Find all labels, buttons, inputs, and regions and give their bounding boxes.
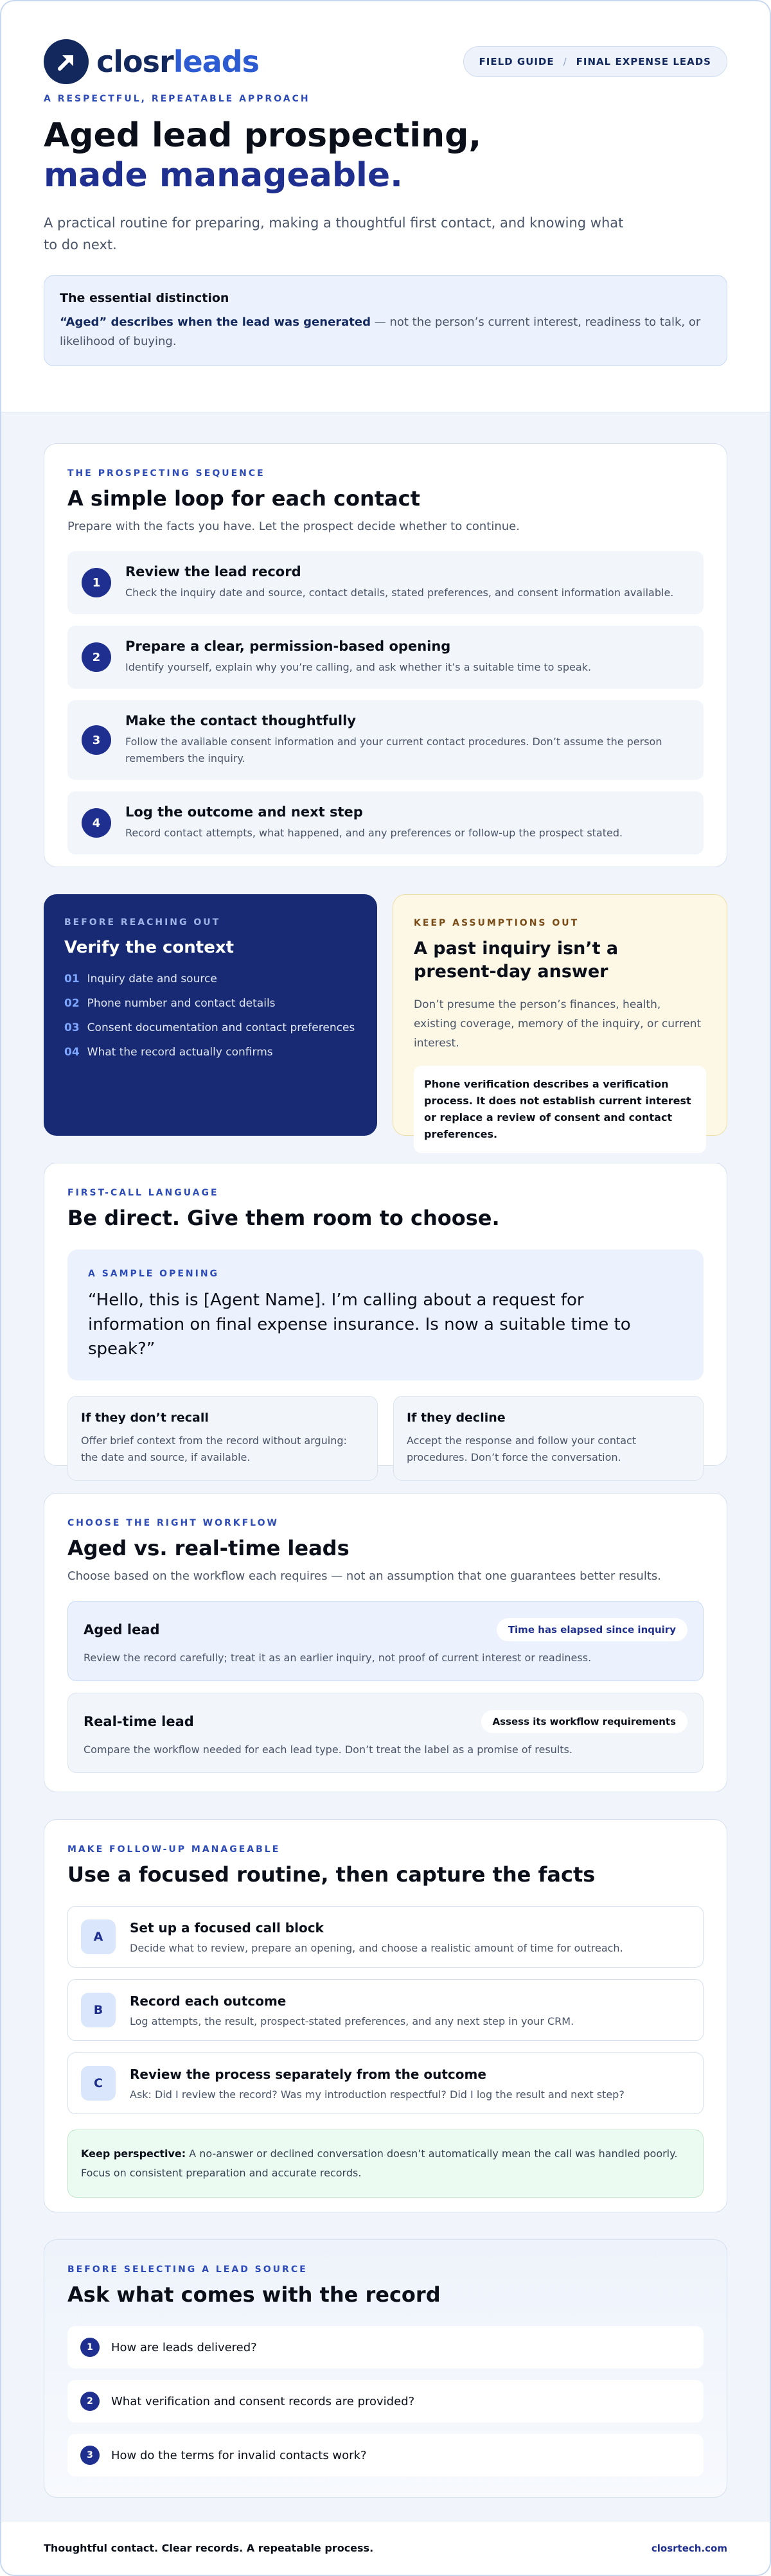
language-wrapper (1, 1163, 770, 1466)
context-wrapper (1, 894, 770, 1140)
page-title-line2: made manageable. (44, 156, 403, 195)
assumptions-eyebrow: KEEP ASSUMPTIONS OUT (414, 918, 580, 928)
routine-item (67, 1979, 704, 2041)
response-boxes (67, 1396, 704, 1481)
callout-bold: “Aged” describes when the lead was generated (60, 315, 371, 329)
step-number: 2 (82, 642, 111, 672)
step-title: Prepare a clear, permission-based opening (125, 639, 451, 654)
routine-card (44, 1819, 727, 2212)
box-title: If they don’t recall (81, 1411, 209, 1425)
routine-title: Use a focused routine, then capture the facts (67, 1862, 596, 1887)
sequence-eyebrow: THE PROSPECTING SEQUENCE (67, 468, 265, 479)
perspective-rest: A no-answer or declined conversation doesn’t automatically mean the call was handled poorly. Focus on consistent preparation and accurate records. (81, 2148, 678, 2179)
box-title: If they decline (407, 1411, 506, 1425)
status-badge: Time has elapsed since inquiry (497, 1618, 687, 1641)
logo[interactable] (44, 39, 259, 84)
hero-eyebrow: A RESPECTFUL, REPEATABLE APPROACH (44, 94, 310, 104)
sample-opening (67, 1249, 704, 1381)
logo-text-part1: closr (96, 44, 173, 79)
breadcrumb (463, 46, 727, 77)
perspective-note (67, 2130, 704, 2198)
sequence-title: A simple loop for each contact (67, 486, 420, 511)
card-head (84, 1710, 687, 1733)
breadcrumb-separator: / (563, 56, 567, 67)
assumptions-note: Phone verification describes a verification process. It does not establish current interest or replace a review of consent and contact preferences. (414, 1066, 706, 1153)
step-desc: Check the inquiry date and source, contact details, stated preferences, and consent information available. (125, 587, 674, 599)
card-head (84, 1618, 687, 1641)
routine-content (130, 1920, 623, 1954)
list-item-text: What the record actually confirms (87, 1046, 273, 1059)
workflow-card (44, 1493, 727, 1792)
routine-letter: A (81, 1919, 116, 1954)
assumptions-body: Don’t presume the person’s finances, health, existing coverage, memory of the inquiry, or current interest. (414, 998, 702, 1050)
step-number: 4 (82, 808, 111, 838)
question-number: 1 (80, 2338, 100, 2357)
quote-text: “Hello, this is [Agent Name]. I’m calling about a request for information on final expense insurance. Is now a suitable time to speak?” (88, 1291, 631, 1359)
list-item (64, 973, 357, 985)
footer (1, 2521, 770, 2575)
routine-title: Set up a focused call block (130, 1919, 324, 1936)
workflow-compare (67, 1601, 704, 1773)
verify-eyebrow: BEFORE REACHING OUT (64, 917, 221, 928)
list-item (64, 1046, 357, 1059)
question-number: 2 (80, 2392, 100, 2411)
sequence-wrapper (1, 443, 770, 867)
sequence-lead: Prepare with the facts you have. Let the prospect decide whether to continue. (67, 520, 520, 533)
box-desc: Accept the response and follow your contact procedures. Don’t force the conversation. (407, 1434, 637, 1463)
arrow-up-right-icon (44, 39, 89, 84)
question-number: 3 (80, 2446, 100, 2465)
step-title: Make the contact thoughtfully (125, 713, 356, 728)
routine-content (130, 1993, 574, 2027)
aged-lead-card (67, 1601, 704, 1681)
step-desc: Record contact attempts, what happened, and any preferences or follow-up the prospect stated. (125, 827, 623, 839)
card-title: Real-time lead (84, 1714, 194, 1729)
routine-item (67, 1906, 704, 1968)
step-item (67, 626, 704, 689)
assumptions-card (393, 894, 727, 1140)
routine-desc: Ask: Did I review the record? Was my introduction respectful? Did I log the result and next step? (130, 2088, 625, 2101)
question-text: What verification and consent records are provided? (111, 2394, 415, 2408)
verify-list (64, 973, 357, 1059)
routine-title: Record each outcome (130, 1993, 287, 2009)
step-number: 1 (82, 568, 111, 597)
callout-rest: — not the person’s current interest, readiness to talk, or likelihood of buying. (60, 315, 701, 348)
sequence-card (44, 443, 727, 867)
card-desc: Compare the workflow needed for each lead type. Don’t treat the label as a promise of results. (84, 1743, 572, 1756)
list-item-number: 02 (64, 997, 80, 1010)
workflow-wrapper (1, 1493, 770, 1792)
source-title: Ask what comes with the record (67, 2282, 441, 2307)
list-item (64, 997, 357, 1010)
routine-letter: C (81, 2066, 116, 2101)
context-columns (44, 894, 727, 1140)
question-text: How are leads delivered? (111, 2340, 257, 2354)
source-card (44, 2239, 727, 2498)
routine-desc: Decide what to review, prepare an opening, and choose a realistic amount of time for outreach. (130, 1941, 623, 1954)
real-time-lead-card (67, 1693, 704, 1773)
page-title (44, 116, 727, 195)
step-number: 3 (82, 725, 111, 755)
language-title: Be direct. Give them room to choose. (67, 1206, 500, 1230)
source-eyebrow: BEFORE SELECTING A LEAD SOURCE (67, 2264, 308, 2275)
question-item (67, 2380, 704, 2422)
quote-eyebrow: A SAMPLE OPENING (88, 1269, 220, 1279)
question-list (67, 2326, 704, 2476)
page-title-line1: Aged lead prospecting, (44, 116, 482, 155)
card-title: Aged lead (84, 1622, 160, 1637)
card-desc: Review the record carefully; treat it as an earlier inquiry, not proof of current interest or readiness. (84, 1652, 592, 1664)
step-content (125, 804, 623, 842)
language-eyebrow: FIRST-CALL LANGUAGE (67, 1188, 219, 1198)
step-desc: Identify yourself, explain why you’re calling, and ask whether it’s a suitable time to speak. (125, 661, 592, 673)
breadcrumb-item-final-expense-leads[interactable]: FINAL EXPENSE LEADS (576, 56, 711, 67)
assumptions-title: A past inquiry isn’t a present-day answer (414, 939, 619, 982)
source-wrapper (1, 2239, 770, 2498)
verify-card (44, 894, 377, 1136)
routine-desc: Log attempts, the result, prospect-stated preferences, and any next step in your CRM. (130, 2015, 574, 2027)
footer-tagline: Thoughtful contact. Clear records. A repeatable process. (44, 2542, 374, 2554)
question-text: How do the terms for invalid contacts work? (111, 2448, 367, 2462)
verify-title: Verify the context (64, 938, 235, 957)
logo-text-part2: leads (173, 44, 260, 79)
breadcrumb-item-field-guide[interactable]: FIELD GUIDE (479, 56, 554, 67)
response-box (67, 1396, 378, 1481)
routine-letter: B (81, 1993, 116, 2027)
workflow-title: Aged vs. real-time leads (67, 1536, 350, 1560)
workflow-eyebrow: CHOOSE THE RIGHT WORKFLOW (67, 1518, 279, 1528)
hero-section (1, 1, 770, 412)
callout-body (60, 313, 711, 351)
logo-wordmark (96, 44, 259, 79)
list-item-text: Consent documentation and contact preferences (87, 1021, 355, 1034)
distinction-callout (44, 275, 727, 366)
footer-site-link[interactable]: closrtech.com (651, 2542, 727, 2554)
top-bar (44, 35, 727, 89)
callout-title: The essential distinction (60, 291, 229, 305)
list-item-number: 04 (64, 1046, 80, 1059)
box-desc: Offer brief context from the record without arguing: the date and source, if available. (81, 1434, 347, 1463)
step-item (67, 551, 704, 614)
question-item (67, 2434, 704, 2476)
routine-eyebrow: MAKE FOLLOW-UP MANAGEABLE (67, 1844, 281, 1855)
step-title: Review the lead record (125, 564, 301, 579)
routine-content (130, 2067, 625, 2101)
step-title: Log the outcome and next step (125, 804, 363, 820)
step-item (67, 700, 704, 780)
routine-wrapper (1, 1819, 770, 2212)
hero-subtitle: A practical routine for preparing, making a thoughtful first contact, and knowing what to do next. (44, 215, 624, 252)
workflow-lead: Choose based on the workflow each requires — not an assumption that one guarantees better results. (67, 1569, 661, 1583)
routine-title: Review the process separately from the outcome (130, 2066, 486, 2082)
routine-item (67, 2052, 704, 2114)
list-item (64, 1021, 357, 1034)
question-item (67, 2326, 704, 2369)
list-item-number: 01 (64, 973, 80, 985)
perspective-bold: Keep perspective: (81, 2148, 186, 2160)
steps-list (67, 551, 704, 854)
step-content (125, 639, 591, 676)
step-item (67, 791, 704, 854)
list-item-text: Inquiry date and source (87, 973, 217, 985)
status-badge: Assess its workflow requirements (481, 1710, 688, 1733)
list-item-text: Phone number and contact details (87, 997, 276, 1010)
language-card (44, 1163, 727, 1466)
response-box (393, 1396, 704, 1481)
list-item-number: 03 (64, 1021, 80, 1034)
routine-list (67, 1906, 704, 2114)
step-content (125, 564, 673, 601)
step-content (125, 713, 689, 767)
step-desc: Follow the available consent information and your current contact procedures. Don’t assume the person remembers the inquiry. (125, 736, 662, 764)
